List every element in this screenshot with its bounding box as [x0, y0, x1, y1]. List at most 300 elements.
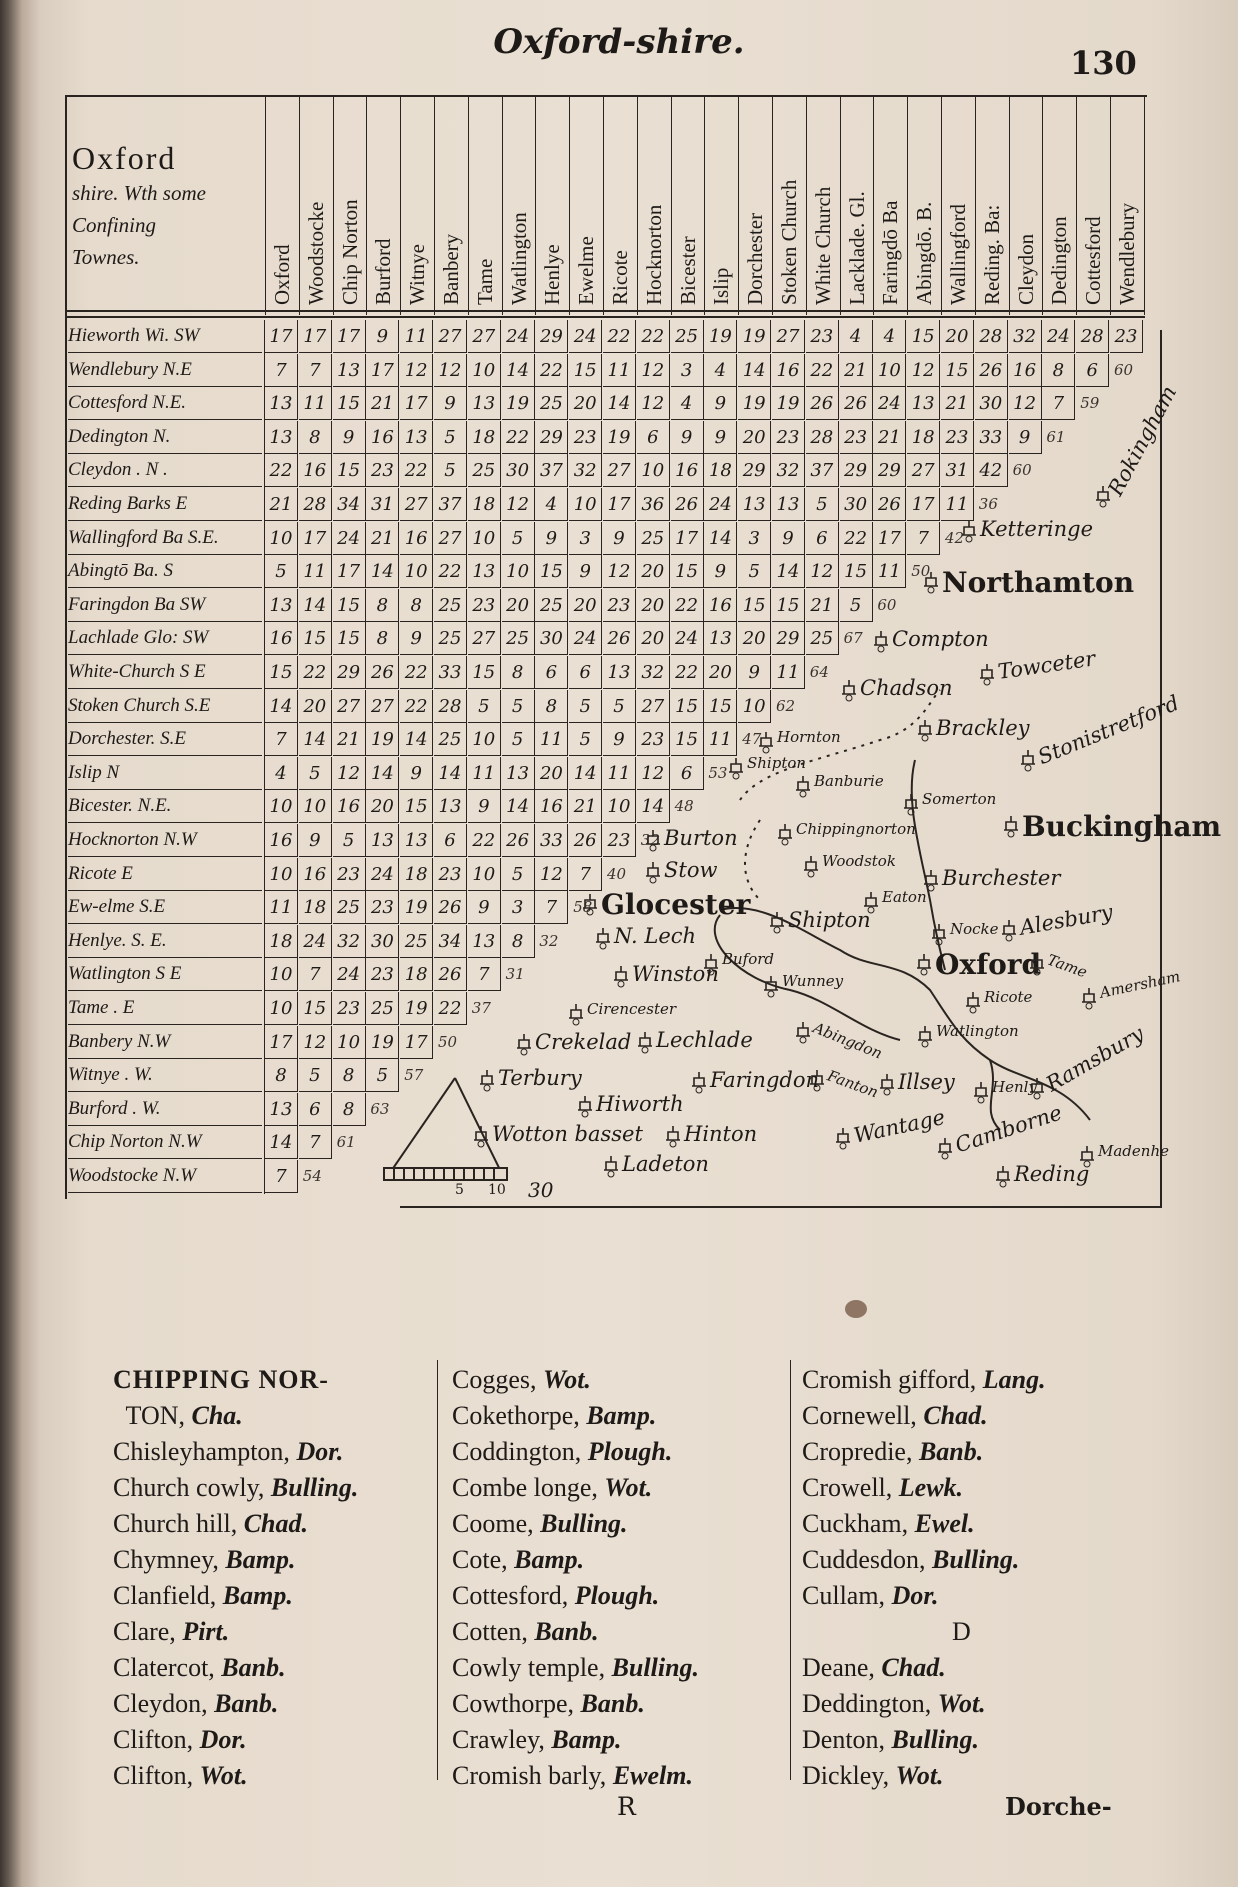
town-symbol-icon — [472, 1126, 490, 1148]
distance-cell: 20 — [569, 387, 602, 420]
row-total: 53 — [708, 763, 728, 782]
distance-cell: 17 — [333, 555, 366, 588]
distance-cell: 20 — [637, 555, 670, 588]
distance-cell: 17 — [873, 522, 906, 555]
distance-cell: 26 — [434, 891, 467, 924]
distance-cell: 13 — [400, 824, 433, 857]
column-rule — [468, 95, 469, 315]
map-place-label: Fanton — [824, 1066, 881, 1102]
distance-cell: 9 — [569, 555, 602, 588]
index-entry — [113, 1758, 248, 1794]
distance-cell: 15 — [671, 690, 704, 723]
row-total: 61 — [1046, 427, 1066, 446]
map-place-label: Woodstok — [822, 852, 896, 870]
index-hundred: Chad. — [243, 1509, 309, 1538]
distance-cell: 23 — [434, 858, 467, 891]
map-place-label: Glocester — [601, 888, 751, 921]
distance-cell: 9 — [535, 522, 568, 555]
distance-cell: 13 — [265, 387, 298, 420]
column-header: Watlington — [506, 212, 531, 305]
distance-cell: 28 — [434, 690, 467, 723]
row-total: 31 — [505, 965, 525, 984]
distance-cell: 23 — [806, 320, 839, 353]
distance-cell: 18 — [468, 421, 501, 454]
distance-cell: 17 — [333, 320, 366, 353]
column-rule — [299, 95, 300, 315]
distance-cell: 3 — [671, 354, 704, 387]
town-symbol-icon — [1019, 750, 1037, 772]
distance-cell: 13 — [738, 488, 771, 521]
distance-cell: 27 — [603, 454, 636, 487]
town-symbol-icon — [1002, 816, 1020, 838]
index-hundred: Bamp. — [586, 1401, 657, 1430]
table-title-line: Confining — [72, 213, 157, 237]
index-entry — [802, 1758, 944, 1794]
distance-cell: 15 — [299, 992, 332, 1025]
distance-cell: 25 — [434, 622, 467, 655]
distance-cell: 20 — [535, 757, 568, 790]
catchword: Dorche- — [1005, 1792, 1112, 1821]
map-place-label: Buford — [722, 950, 775, 968]
distance-cell: 14 — [400, 723, 433, 756]
distance-cell: 12 — [637, 757, 670, 790]
map-place-label: Terbury — [498, 1066, 582, 1090]
index-entry — [952, 1614, 971, 1650]
distance-cell: 26 — [806, 387, 839, 420]
distance-cell: 22 — [637, 320, 670, 353]
distance-cell: 22 — [400, 656, 433, 689]
distance-cell: 10 — [603, 790, 636, 823]
distance-cell: 6 — [806, 522, 839, 555]
town-symbol-icon — [515, 1034, 533, 1056]
distance-cell: 11 — [941, 488, 974, 521]
distance-cell: 20 — [569, 589, 602, 622]
map-place-label: Wunney — [782, 972, 844, 990]
distance-cell: 25 — [434, 723, 467, 756]
distance-cell: 34 — [333, 488, 366, 521]
distance-cell: 15 — [569, 354, 602, 387]
distance-cell: 15 — [400, 790, 433, 823]
row-label: Faringdon Ba SW — [68, 589, 262, 622]
map-place-label: Crekelad — [535, 1030, 632, 1054]
distance-cell: 23 — [366, 958, 399, 991]
index-entry — [452, 1434, 672, 1470]
distance-cell: 25 — [366, 992, 399, 1025]
distance-cell: 8 — [265, 1059, 298, 1092]
distance-cell: 19 — [366, 1026, 399, 1059]
distance-cell: 10 — [468, 354, 501, 387]
map-place-label: Wotton basset — [492, 1122, 643, 1146]
distance-cell: 16 — [704, 589, 737, 622]
distance-cell: 16 — [265, 622, 298, 655]
distance-cell: 25 — [535, 589, 568, 622]
row-label: Dedington N. — [68, 421, 262, 454]
town-symbol-icon — [978, 664, 996, 686]
index-hundred: Banb. — [918, 1437, 984, 1466]
distance-cell: 27 — [468, 622, 501, 655]
distance-cell: 16 — [299, 454, 332, 487]
distance-cell: 8 — [299, 421, 332, 454]
map-place-label: Illsey — [898, 1070, 955, 1094]
map-place-label: Nocke — [950, 920, 999, 938]
distance-cell: 16 — [400, 522, 433, 555]
index-entry — [452, 1758, 693, 1794]
index-place-name: Cottesford, — [452, 1581, 569, 1610]
distance-cell: 11 — [400, 320, 433, 353]
map-place-label: Ladeton — [622, 1152, 709, 1176]
row-total: 50 — [911, 562, 931, 581]
distance-cell: 21 — [840, 354, 873, 387]
distance-cell: 16 — [671, 454, 704, 487]
map-place-label: Buckingham — [1022, 810, 1222, 843]
map-place-label: Somerton — [922, 790, 997, 808]
page-title: Oxford-shire. — [493, 22, 745, 62]
index-hundred: Chad. — [881, 1653, 946, 1682]
distance-cell: 26 — [840, 387, 873, 420]
distance-cell: 23 — [772, 421, 805, 454]
index-place-name: Chymney, — [113, 1545, 219, 1574]
column-header: Cottesford — [1081, 216, 1106, 305]
distance-cell: 24 — [333, 958, 366, 991]
distance-cell: 17 — [907, 488, 940, 521]
index-hundred: Wot. — [895, 1761, 944, 1790]
row-total: 54 — [302, 1167, 322, 1185]
index-place-name: Cokethorpe, — [452, 1401, 580, 1430]
index-entry — [802, 1578, 939, 1614]
distance-cell: 16 — [333, 790, 366, 823]
distance-cell: 12 — [603, 555, 636, 588]
distance-cell: 9 — [738, 656, 771, 689]
distance-cell: 25 — [535, 387, 568, 420]
distance-cell: 14 — [434, 757, 467, 790]
distance-cell: 16 — [535, 790, 568, 823]
column-header: Lacklade. Gl. — [844, 191, 869, 305]
distance-cell: 23 — [603, 589, 636, 622]
distance-cell: 11 — [603, 757, 636, 790]
distance-cell: 15 — [704, 690, 737, 723]
distance-cell: 23 — [333, 992, 366, 1025]
distance-cell: 5 — [502, 522, 535, 555]
column-header: Wallingford — [946, 204, 970, 305]
row-label: Henlye. S. E. — [68, 925, 262, 958]
distance-cell: 8 — [366, 622, 399, 655]
distance-cell: 6 — [299, 1093, 332, 1126]
distance-cell: 24 — [502, 320, 535, 353]
distance-cell: 20 — [637, 589, 670, 622]
distance-cell: 12 — [400, 354, 433, 387]
distance-cell: 23 — [569, 421, 602, 454]
town-symbol-icon — [878, 1074, 896, 1096]
map-place-label: Wantage — [851, 1105, 948, 1148]
index-place-name: Cleydon, — [113, 1689, 208, 1718]
distance-cell: 13 — [265, 421, 298, 454]
index-entry — [113, 1470, 358, 1506]
distance-cell: 15 — [265, 656, 298, 689]
distance-cell: 9 — [468, 790, 501, 823]
map-place-label: Towceter — [996, 646, 1097, 684]
distance-cell: 7 — [468, 958, 501, 991]
index-hundred: Wot. — [199, 1761, 248, 1790]
map-place-label: Camborne — [952, 1100, 1065, 1158]
distance-cell: 26 — [569, 824, 602, 857]
town-symbol-icon — [1000, 920, 1018, 942]
column-rule — [1144, 95, 1145, 315]
index-place-name: Combe longe, — [452, 1473, 598, 1502]
index-hundred: Bulling. — [611, 1653, 700, 1682]
row-label: Hieworth Wi. SW — [68, 320, 262, 353]
row-total: 40 — [607, 864, 627, 883]
distance-cell: 29 — [772, 622, 805, 655]
distance-cell: 15 — [535, 555, 568, 588]
index-entry — [113, 1506, 308, 1542]
index-entry — [113, 1614, 229, 1650]
index-entry — [802, 1470, 963, 1506]
distance-cell: 7 — [907, 522, 940, 555]
distance-cell: 16 — [265, 824, 298, 857]
map-place-label: Chippingnorton — [796, 820, 916, 838]
index-hundred: Wot. — [937, 1689, 986, 1718]
distance-cell: 14 — [637, 790, 670, 823]
distance-cell: 22 — [603, 320, 636, 353]
distance-cell: 12 — [502, 488, 535, 521]
index-place-name: Deddington, — [802, 1689, 932, 1718]
distance-cell: 18 — [400, 958, 433, 991]
distance-cell: 21 — [806, 589, 839, 622]
column-header: Tame — [472, 258, 497, 305]
distance-cell: 13 — [603, 656, 636, 689]
distance-cell: 5 — [738, 555, 771, 588]
distance-cell: 11 — [873, 555, 906, 588]
table-title-line: Oxford — [72, 140, 177, 176]
distance-cell: 12 — [333, 757, 366, 790]
index-hundred: Plough. — [574, 1581, 660, 1610]
column-header: Islip — [709, 267, 734, 305]
town-symbol-icon — [902, 794, 920, 816]
distance-cell: 17 — [265, 320, 298, 353]
distance-cell: 20 — [941, 320, 974, 353]
distance-cell: 8 — [535, 690, 568, 723]
distance-cell: 5 — [265, 555, 298, 588]
column-rule — [1042, 95, 1043, 315]
town-symbol-icon — [1028, 1078, 1046, 1100]
distance-cell: 20 — [366, 790, 399, 823]
index-place-name: Cullam, — [802, 1581, 886, 1610]
index-place-name: Church hill, — [113, 1509, 238, 1538]
index-hundred: Bamp. — [551, 1725, 622, 1754]
distance-cell: 9 — [366, 320, 399, 353]
index-entry — [452, 1398, 656, 1434]
distance-cell: 24 — [299, 925, 332, 958]
row-label: White-Church S E — [68, 656, 262, 689]
distance-cell: 19 — [772, 387, 805, 420]
row-total: 62 — [776, 696, 796, 715]
distance-cell: 19 — [502, 387, 535, 420]
distance-cell: 5 — [333, 824, 366, 857]
column-rule — [366, 95, 367, 315]
column-rule — [738, 95, 739, 315]
column-header: Stoken Church — [777, 179, 801, 305]
index-place-name: Dickley, — [802, 1761, 890, 1790]
distance-cell: 10 — [299, 790, 332, 823]
row-label: Lachlade Glo: SW — [68, 622, 262, 655]
index-hundred: Dor. — [199, 1725, 247, 1754]
town-symbol-icon — [916, 720, 934, 742]
distance-cell: 32 — [333, 925, 366, 958]
row-label: Reding Barks E — [68, 488, 262, 521]
column-rule — [535, 95, 536, 315]
distance-cell: 9 — [704, 555, 737, 588]
index-hundred: Bulling. — [270, 1473, 359, 1502]
distance-cell: 14 — [502, 354, 535, 387]
distance-cell: 28 — [1076, 320, 1109, 353]
row-label: Hocknorton N.W — [68, 824, 262, 857]
distance-cell: 12 — [806, 555, 839, 588]
distance-cell: 29 — [535, 421, 568, 454]
index-hundred: Plough. — [587, 1437, 673, 1466]
column-rule — [265, 95, 266, 315]
distance-cell: 26 — [434, 958, 467, 991]
distance-cell: 13 — [400, 421, 433, 454]
distance-cell: 6 — [569, 656, 602, 689]
distance-cell: 11 — [535, 723, 568, 756]
row-total: 32 — [539, 931, 559, 950]
signature-mark: R — [617, 1792, 636, 1821]
distance-cell: 13 — [366, 824, 399, 857]
distance-cell: 13 — [468, 387, 501, 420]
row-total: 42 — [945, 528, 965, 547]
row-label: Bicester. N.E. — [68, 790, 262, 823]
index-place-name: Clanfield, — [113, 1581, 217, 1610]
distance-cell: 10 — [400, 555, 433, 588]
column-rule — [671, 95, 672, 315]
distance-cell: 23 — [468, 589, 501, 622]
town-symbol-icon — [960, 521, 978, 543]
index-hundred: Ewel. — [914, 1509, 975, 1538]
town-symbol-icon — [581, 894, 599, 916]
column-header: Cleydon — [1013, 233, 1038, 305]
map-place-label: Madenhe — [1098, 1142, 1169, 1160]
town-symbol-icon — [1028, 954, 1046, 976]
index-entry — [802, 1686, 986, 1722]
map-place-label: Ricote — [984, 988, 1033, 1006]
row-label: Wendlebury N.E — [68, 354, 262, 387]
distance-cell: 17 — [366, 354, 399, 387]
row-total: 58 — [573, 898, 593, 917]
distance-cell: 5 — [299, 1059, 332, 1092]
row-label: Woodstocke N.W — [68, 1160, 262, 1193]
table-title-line: shire. Wth some — [72, 181, 206, 205]
distance-cell: 9 — [772, 522, 805, 555]
distance-cell: 29 — [873, 454, 906, 487]
map-place-label: Brackley — [936, 716, 1030, 740]
scale-label: 10 — [488, 1182, 506, 1198]
distance-cell: 15 — [333, 454, 366, 487]
map-place-label: Stonistretford — [1034, 690, 1183, 770]
index-place-name: Clare, — [113, 1617, 176, 1646]
distance-cell: 24 — [671, 622, 704, 655]
map-place-label: Amersham — [1098, 967, 1182, 1002]
index-hundred: Banb. — [221, 1653, 286, 1682]
distance-cell: 28 — [806, 421, 839, 454]
distance-cell: 9 — [400, 622, 433, 655]
column-header: Witnye — [405, 244, 430, 305]
distance-cell: 27 — [434, 522, 467, 555]
distance-cell: 7 — [265, 354, 298, 387]
map-place-label: Oxford — [935, 948, 1042, 981]
distance-cell: 23 — [333, 858, 366, 891]
distance-cell: 17 — [671, 522, 704, 555]
index-place-name: Cogges, — [452, 1365, 537, 1394]
distance-cell: 22 — [400, 690, 433, 723]
distance-cell: 11 — [265, 891, 298, 924]
row-total: 59 — [1080, 394, 1100, 413]
distance-cell: 24 — [569, 320, 602, 353]
index-hundred: Banb. — [580, 1689, 645, 1718]
row-total: 32 — [640, 831, 660, 849]
distance-cell: 10 — [468, 858, 501, 891]
distance-cell: 7 — [299, 958, 332, 991]
town-symbol-icon — [922, 572, 940, 594]
distance-cell: 27 — [366, 690, 399, 723]
map-place-label: Compton — [892, 627, 989, 651]
index-hundred: Dor. — [891, 1581, 939, 1610]
map-place-label: Shipton — [747, 754, 807, 772]
distance-cell: 33 — [434, 656, 467, 689]
index-entry — [452, 1686, 645, 1722]
distance-cell: 9 — [400, 757, 433, 790]
distance-cell: 18 — [265, 925, 298, 958]
distance-cell: 27 — [907, 454, 940, 487]
distance-cell: 30 — [975, 387, 1008, 420]
index-hundred: Wot. — [543, 1365, 591, 1394]
row-label: Burford . W. — [68, 1093, 262, 1126]
distance-cell: 10 — [265, 790, 298, 823]
town-symbol-icon — [757, 732, 775, 754]
distance-cell: 25 — [502, 622, 535, 655]
index-place-name: CHIPPING NOR- — [113, 1365, 329, 1394]
index-place-name: Deane, — [802, 1653, 875, 1682]
column-header: Burford — [371, 238, 396, 305]
map-place-label: Banburie — [814, 772, 884, 790]
distance-cell: 4 — [840, 320, 873, 353]
column-header: Bicester — [675, 236, 700, 305]
distance-cell: 25 — [400, 925, 433, 958]
column-rule — [941, 95, 942, 315]
town-symbol-icon — [567, 1004, 585, 1026]
distance-cell: 22 — [671, 656, 704, 689]
distance-cell: 8 — [333, 1059, 366, 1092]
index-hundred: Lang. — [982, 1365, 1046, 1394]
distance-cell: 10 — [502, 555, 535, 588]
distance-cell: 29 — [333, 656, 366, 689]
column-header: Reding. Ba: — [979, 204, 1004, 305]
index-place-name: Clifton, — [113, 1761, 194, 1790]
map-place-label: Stow — [664, 858, 718, 882]
map-place-label: Tame — [1044, 950, 1090, 982]
index-hundred: Bamp. — [514, 1545, 585, 1574]
town-symbol-icon — [776, 824, 794, 846]
distance-cell: 19 — [400, 992, 433, 1025]
distance-cell: 15 — [772, 589, 805, 622]
distance-cell: 24 — [704, 488, 737, 521]
distance-cell: 20 — [637, 622, 670, 655]
column-header: Dedington — [1047, 216, 1072, 305]
distance-cell: 23 — [603, 824, 636, 857]
distance-cell: 7 — [535, 891, 568, 924]
distance-cell: 24 — [569, 622, 602, 655]
distance-cell: 13 — [333, 354, 366, 387]
distance-cell: 34 — [434, 925, 467, 958]
